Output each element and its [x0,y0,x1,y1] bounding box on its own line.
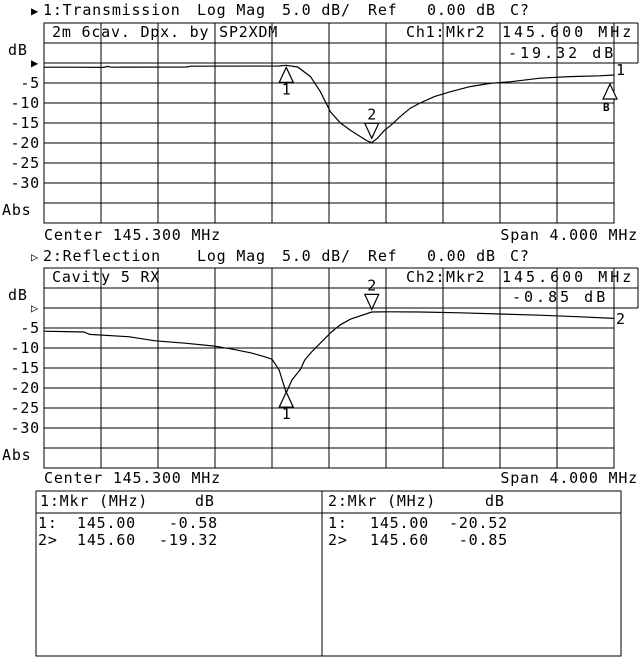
chart2-span: Span 4.000 MHz [500,469,638,487]
marker-table-right-header: 2:Mkr (MHz) [328,492,437,510]
channel1-ref-value: 0.00 dB [427,1,496,19]
table-row: -19.32 [159,531,218,549]
channel2-name: 2:Reflection [43,247,161,265]
channel1-format: Log Mag [197,1,266,19]
chart2-readout-frequency: 145.600 MHz [502,268,635,286]
chart1-center-frequency: Center 145.300 MHz [44,226,221,244]
chart2-ytick: -15 [10,359,40,377]
table-row: 2> [328,531,348,549]
channel1-pointer-icon: ▶ [31,4,40,18]
chart2-readout-marker: Mkr2 [446,268,486,286]
marker-table-left-header: 1:Mkr (MHz) [40,492,149,510]
chart2-ref-marker-icon: ▷ [31,301,40,315]
channel2-pointer-icon: ▷ [31,250,40,264]
chart2-ytick: -10 [10,339,40,357]
chart2-title: Cavity 5 RX [52,268,161,286]
table-row: -20.52 [449,514,508,532]
channel2-format: Log Mag [197,247,266,265]
chart2-y-unit: dB [8,286,28,304]
chart2-center-frequency: Center 145.300 MHz [44,469,221,487]
channel1-scale: 5.0 dB/ [282,1,351,19]
chart2-readout-channel: Ch2: [406,268,446,286]
channel1-cal-status: C? [510,1,530,19]
chart1-ytick: -30 [10,174,40,192]
table-row: -0.58 [168,514,218,532]
chart1-readout-channel: Ch1: [406,23,446,41]
svg-text:1: 1 [281,405,291,424]
chart1-title: 2m 6cav. Dpx. by SP2XDM [52,23,279,41]
chart2-ytick: -25 [10,399,40,417]
chart2-readout-value: -0.85 dB [512,288,609,306]
table-row: 145.00 [370,514,429,532]
chart2-ytick: -5 [20,319,40,337]
table-row: 145.60 [77,531,136,549]
marker-table-right-unit: dB [485,492,505,510]
chart1-ytick: -20 [10,134,40,152]
chart2-abs-label: Abs [2,446,32,464]
chart1-ytick: -10 [10,94,40,112]
table-row: 1: [328,514,348,532]
table-row: 2> [38,531,58,549]
svg-text:2: 2 [367,105,377,124]
svg-text:2: 2 [367,276,377,295]
chart1-ref-marker-icon: ▶ [31,56,40,70]
chart2-ytick: -20 [10,379,40,397]
chart1-edge-glyph: B [603,101,610,114]
chart1-span: Span 4.000 MHz [500,226,638,244]
chann2-scale: 5.0 dB/ [282,247,351,265]
chart1-abs-label: Abs [2,201,32,219]
chart2-ytick: -30 [10,419,40,437]
marker-table-left-unit: dB [195,492,215,510]
table-row: 1: [38,514,58,532]
chart2-trace-number: 2 [616,310,626,328]
channel1-name: 1:Transmission [43,1,181,19]
svg-text:1: 1 [281,80,291,99]
channel2-ref-value: 0.00 dB [427,247,496,265]
chart1-readout-marker: Mkr2 [446,23,486,41]
table-row: -0.85 [458,531,508,549]
chart1-readout-value: -19.32 dB [508,44,617,62]
channel1-ref-label: Ref [368,1,398,19]
table-row: 145.60 [370,531,429,549]
chart1-readout-frequency: 145.600 MHz [502,23,635,41]
chart1-ytick: -15 [10,114,40,132]
chart1-trace-number: 1 [616,61,626,79]
chart1-ytick: -25 [10,154,40,172]
chart1-ytick: -5 [20,74,40,92]
channel2-cal-status: C? [510,247,530,265]
chart1-y-unit: dB [8,41,28,59]
table-row: 145.00 [77,514,136,532]
channel2-ref-label: Ref [368,247,398,265]
